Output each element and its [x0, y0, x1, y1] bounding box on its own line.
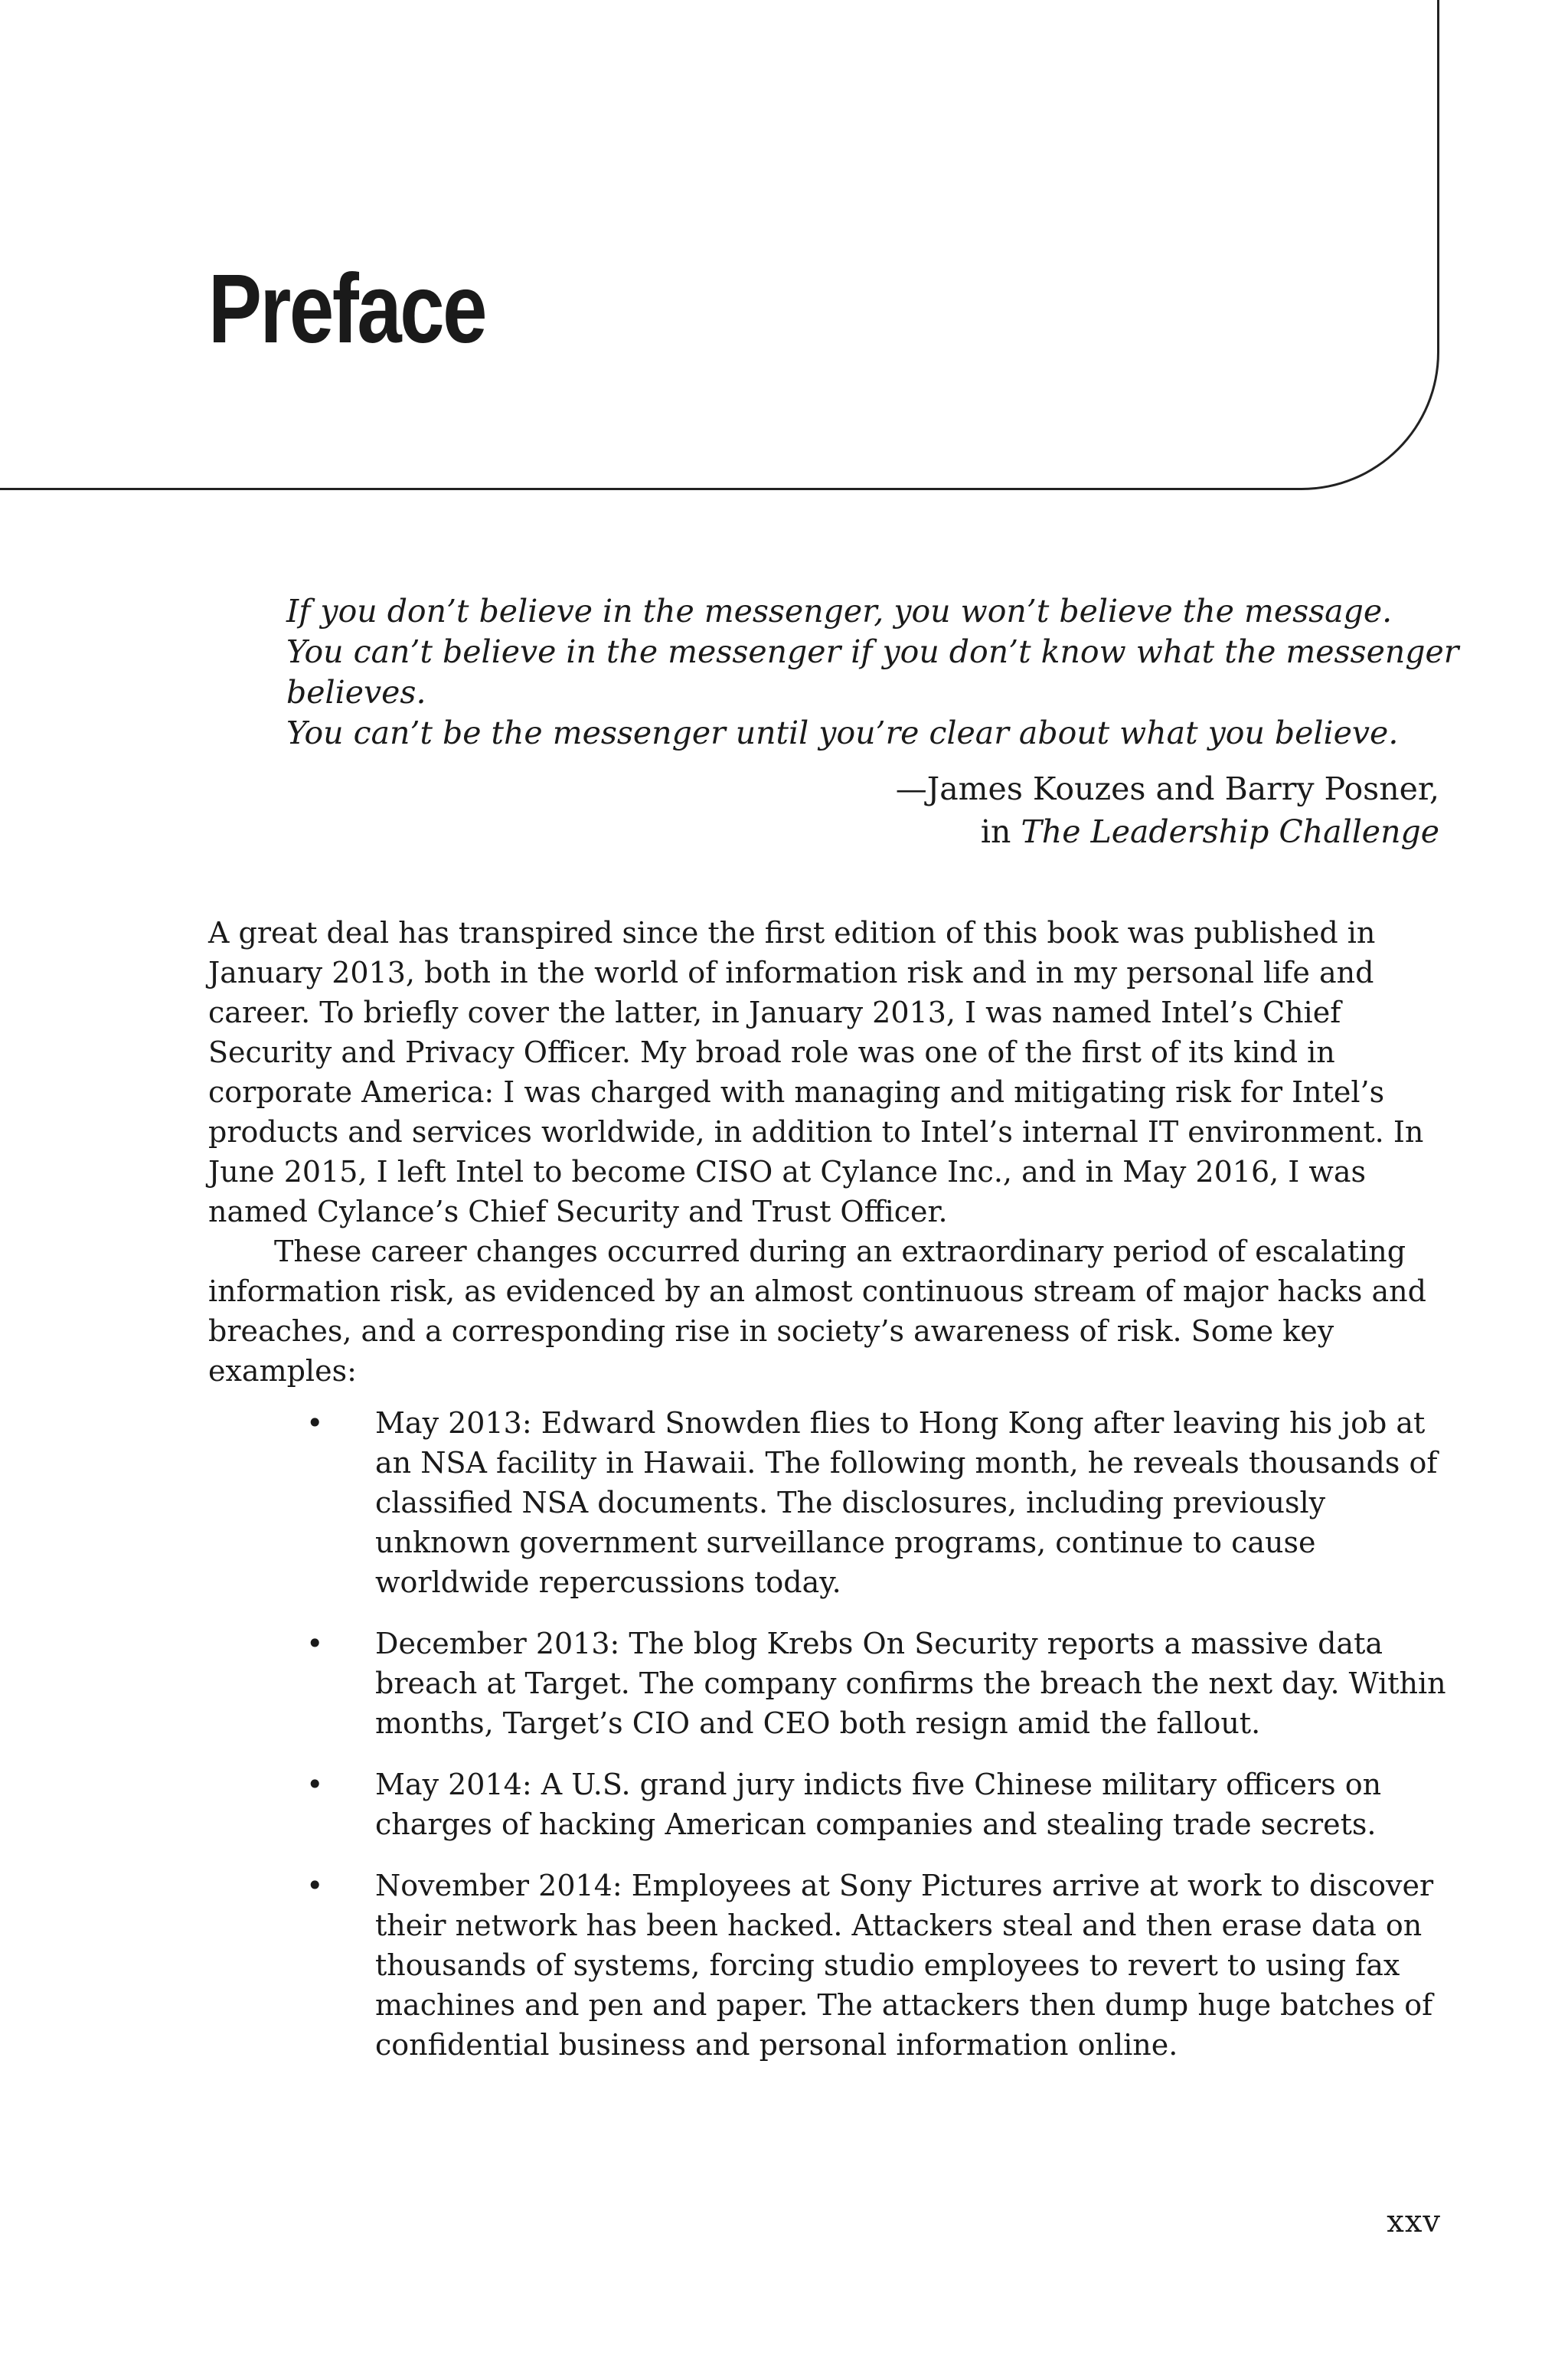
list-item [306, 1866, 1462, 2065]
epigraph-line: believes. [286, 674, 426, 711]
paragraph: A great deal has transpired since the first edition of this book was published in January 2013, both in the world of information risk and in my personal life and career. To briefly cover the latter, in January 2013, I was named Intel’s Chief Security and Privacy Officer. My broad role was one of the first of its kind in corporate America: I was charged with managing and mitigating risk for Intel’s products and services worldwide, in addition to Intel’s internal IT environment. In June 2015, I left Intel to become CISO at Cylance Inc., and in May 2016, I was named Cylance’s Chief Security and Trust Officer. [208, 916, 1424, 1228]
epigraph-line: You can’t believe in the messenger if you don’t know what the messenger [286, 633, 1459, 670]
attribution-source [286, 810, 1439, 853]
attribution-prefix: in [980, 813, 1021, 850]
list-item-text: November 2014: Employees at Sony Pictures arrive at work to discover their network has been hacked. Attackers steal and then erase data on thousands of systems, forcing studio employees to revert to using fax machines and pen and paper. The attackers then dump huge batches of confidential business and personal information online. [375, 1869, 1434, 2062]
list-item [306, 1403, 1462, 1602]
epigraph-quote [286, 591, 1459, 754]
chapter-title: Preface [208, 254, 486, 364]
list-item [306, 1624, 1462, 1743]
epigraph-attribution [286, 767, 1450, 853]
epigraph-line: You can’t be the messenger until you’re clear about what you believe. [286, 715, 1399, 751]
bullet-icon: • [306, 1869, 324, 1902]
list-item [306, 1765, 1462, 1844]
chapter-header-frame [0, 0, 1439, 490]
attribution-author: —James Kouzes and Barry Posner, [895, 770, 1439, 807]
list-item-text: December 2013: The blog Krebs On Security reports a massive data breach at Target. The company confirms the breach the next day. Within months, Target’s CIO and CEO both resign amid the fallout. [375, 1627, 1446, 1740]
body-text [208, 913, 1456, 2086]
list-item-text: May 2013: Edward Snowden flies to Hong Kong after leaving his job at an NSA facility in Hawaii. The following month, he reveals thousands of classified NSA documents. The disclosures, including previously unknown government surveillance programs, continue to cause worldwide repercussions today. [375, 1406, 1438, 1599]
attribution-book-title: The Leadership Challenge [1021, 813, 1439, 850]
page-number: xxv [1387, 2204, 1441, 2239]
bullet-icon: • [306, 1406, 324, 1440]
paragraph: These career changes occurred during an extraordinary period of escalating information risk, as evidenced by an almost continuous stream of major hacks and breaches, and a corresponding rise in society’s awareness of risk. Some key examples: [208, 1235, 1426, 1388]
bullet-list [208, 1403, 1462, 2065]
bullet-icon: • [306, 1627, 324, 1660]
epigraph-line: If you don’t believe in the messenger, you won’t believe the message. [286, 593, 1393, 630]
bullet-icon: • [306, 1768, 324, 1801]
epigraph [286, 591, 1459, 853]
list-item-text: May 2014: A U.S. grand jury indicts five Chinese military officers on charges of hacking American companies and stealing trade secrets. [375, 1768, 1382, 1841]
